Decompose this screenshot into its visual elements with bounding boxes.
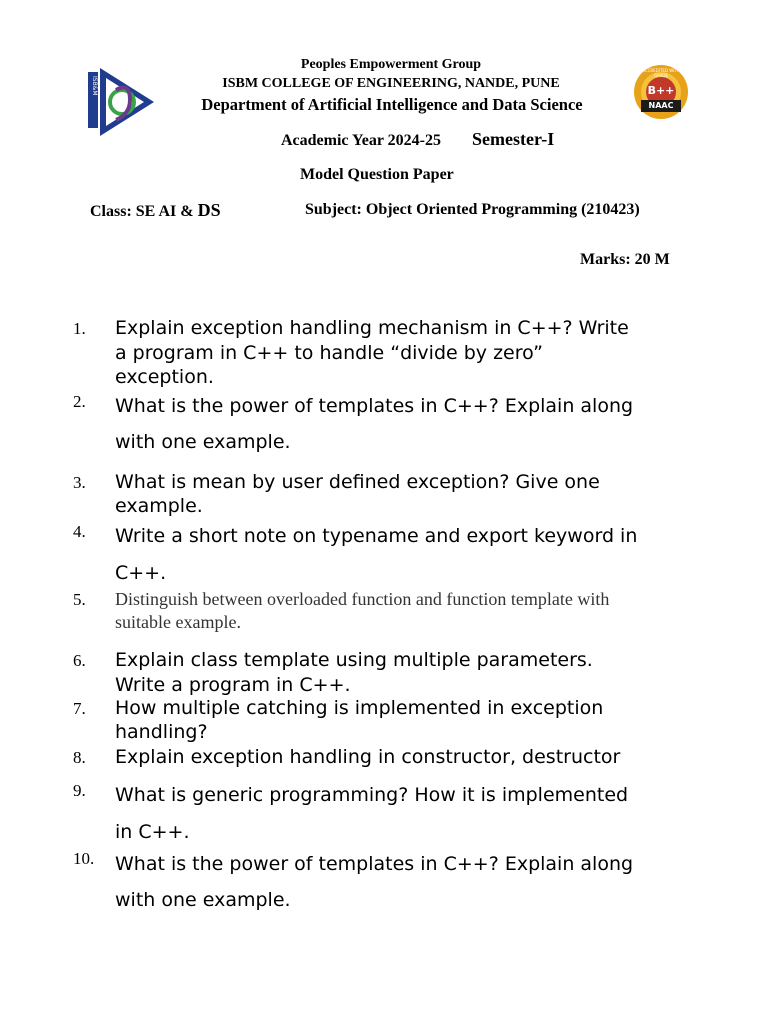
question-text [115, 470, 685, 518]
marks: Marks: 20 M [580, 251, 670, 268]
question-line: Explain exception handling mechanism in C++? Write [115, 317, 629, 339]
question-line: suitable example. [115, 612, 241, 632]
question-text [115, 388, 685, 460]
question-line: How multiple catching is implemented in exception [115, 697, 604, 719]
semester: Semester-I [472, 129, 555, 149]
question-line: exception. [115, 366, 214, 388]
class-info [90, 200, 221, 221]
question-text [115, 648, 685, 698]
college-name: ISBM COLLEGE OF ENGINEERING, NANDE, PUNE [222, 76, 560, 91]
question-text [115, 316, 685, 390]
question-line: Distinguish between overloaded function and function template with [115, 589, 610, 609]
question-text [115, 777, 685, 851]
question-number: 4. [73, 522, 86, 541]
question-number: 8. [73, 748, 86, 767]
question-text [115, 588, 685, 634]
question-line: What is the power of templates in C++? Explain along [115, 395, 634, 417]
question-line: a program in C++ to handle “divide by zero” [115, 341, 543, 364]
question-line: Explain exception handling in constructor, destructor [115, 746, 621, 768]
logo-text: ISB&M [91, 76, 98, 96]
org-name: Peoples Empowerment Group [300, 57, 482, 72]
naac-grade: B++ [647, 84, 675, 97]
question-line: C++. [115, 562, 167, 584]
question-number: 5. [73, 590, 86, 609]
question-number: 10. [73, 849, 95, 868]
question-number: 2. [73, 392, 86, 411]
question-text [115, 518, 685, 592]
question-line: Explain class template using multiple parameters. [115, 649, 593, 671]
question-line: What is mean by user defined exception? Give one [115, 471, 600, 493]
question-line: with one example. [115, 431, 291, 453]
question-line: example. [115, 495, 203, 517]
question-line: What is the power of templates in C++? Explain along [115, 853, 634, 875]
question-number: 7. [73, 699, 86, 718]
question-line: with one example. [115, 889, 291, 911]
question-number: 9. [73, 781, 86, 800]
class-label: Class: SE AI & [90, 203, 198, 220]
question-text [115, 846, 685, 918]
paper-title: Model Question Paper [300, 166, 454, 183]
question-number: 1. [73, 319, 86, 338]
naac-label: NAAC [648, 101, 674, 110]
naac-ring-text: ACCREDITED WITH GRADE [642, 68, 680, 78]
class-ds: DS [197, 200, 221, 220]
question-line: handling? [115, 721, 208, 743]
question-number: 6. [73, 651, 86, 670]
question-text [115, 745, 685, 769]
question-line: Write a program in C++. [115, 674, 351, 696]
department-name: Department of Artificial Intelligence and Data Science [201, 95, 583, 114]
question-text [115, 696, 685, 744]
subject: Subject: Object Oriented Programming (210423) [305, 201, 640, 218]
question-line: in C++. [115, 821, 190, 843]
question-number: 3. [73, 473, 86, 492]
academic-year: Academic Year 2024-25 [281, 132, 441, 149]
question-line: Write a short note on typename and export keyword in [115, 525, 638, 547]
question-line: What is generic programming? How it is implemented [115, 784, 629, 806]
